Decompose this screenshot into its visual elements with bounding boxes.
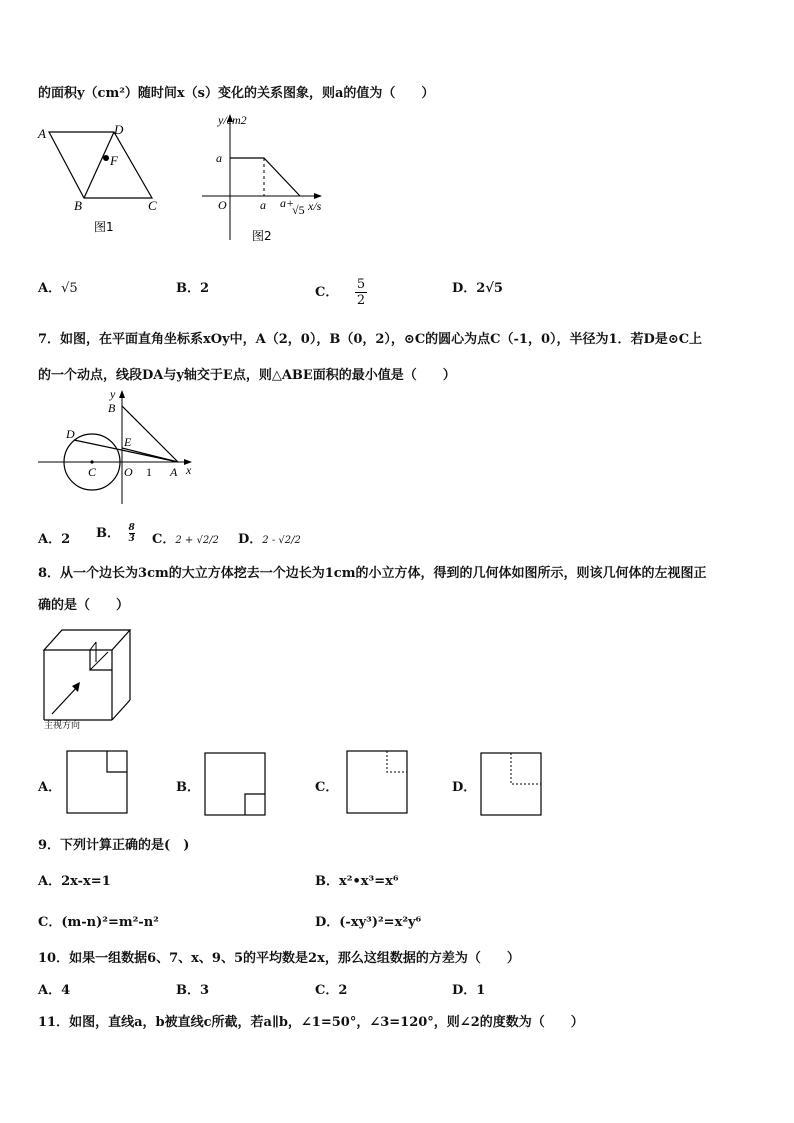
q9-stem: 9．下列计算正确的是( ) <box>38 838 190 853</box>
view-direction-label: 主视方向 <box>44 721 81 731</box>
q8-option-d-view[interactable] <box>480 752 542 816</box>
q7-figure-coordinate <box>34 388 204 508</box>
q7-stem-line1: 7．如图，在平面直角坐标系xOy中，A（2，0），B（0，2），⊙C的圆心为点C（-1，0），半径为1．若D是⊙C上 <box>38 332 703 347</box>
q6-option-d[interactable]: D．2√5 <box>452 281 503 296</box>
label-c: C <box>88 465 97 479</box>
q8-stem-line2: 确的是（ ） <box>38 598 130 613</box>
q7-option-d[interactable]: D．2 - √2/2 <box>238 532 301 547</box>
q8-stem-line1: 8．从一个边长为3cm的大立方体挖去一个边长为1cm的小立方体，得到的几何体如图所示，则该几何体的左视图正 <box>38 566 707 581</box>
label-o: O <box>124 465 133 479</box>
x-axis-label: x/s <box>308 199 322 213</box>
q10-option-b[interactable]: B．3 <box>176 983 210 998</box>
label-a: A <box>170 465 178 479</box>
q6-option-c[interactable]: C． $\frac{5}{2}$ <box>315 277 366 308</box>
q6-figure2-graph <box>196 110 346 250</box>
label-b: B <box>74 198 82 213</box>
label-1: 1 <box>146 465 152 479</box>
origin-label: O <box>218 198 227 212</box>
y-axis-label: y/cm2 <box>218 113 247 127</box>
label-x: x <box>186 463 192 477</box>
q9-option-b[interactable]: B．x²•x³=x⁶ <box>315 874 399 889</box>
figure1-caption: 图1 <box>94 220 114 234</box>
a-y-label: a <box>216 151 222 165</box>
label-d: D <box>114 122 124 137</box>
q8-option-a-view[interactable] <box>66 750 128 814</box>
q10-option-a[interactable]: A．4 <box>38 983 71 998</box>
figure2-caption: 图2 <box>252 229 272 243</box>
q6-figure1-rhombus <box>34 118 170 238</box>
label-b: B <box>108 401 116 415</box>
q8-option-c-view[interactable] <box>346 750 408 814</box>
a-x-label: a <box>260 198 266 212</box>
q7-option-c[interactable]: C．2 + √2/2 <box>152 532 219 547</box>
label-c: C <box>148 198 157 213</box>
q10-option-d[interactable]: D．1 <box>452 983 486 998</box>
sqrt-label: √5 <box>292 203 305 217</box>
q9-option-d[interactable]: D．(-xy³)²=x²y⁶ <box>315 915 422 930</box>
q8-figure-cube <box>34 622 134 732</box>
label-d: D <box>66 427 75 441</box>
q7-stem-line2: 的一个动点，线段DA与y轴交于E点，则△ABE面积的最小值是（ ） <box>38 368 456 383</box>
q9-option-a[interactable]: A．2x-x=1 <box>38 874 111 889</box>
q7-option-a[interactable]: A．2 <box>38 532 71 547</box>
q6-option-a[interactable]: A．√5 <box>38 281 78 296</box>
q7-option-b[interactable]: B． $\frac{8}{3}$ <box>96 523 135 544</box>
q6-option-b[interactable]: B．2 <box>176 281 210 296</box>
label-y: y <box>110 388 116 401</box>
q8-option-c-label[interactable]: C． <box>315 780 339 795</box>
q10-option-c[interactable]: C．2 <box>315 983 348 998</box>
label-e: E <box>124 435 132 449</box>
label-a: A <box>38 126 46 141</box>
q11-stem: 11．如图，直线a，b被直线c所截，若a∥b，∠1=50°，∠3=120°，则∠2的度数为（ ） <box>38 1015 584 1030</box>
q9-option-c[interactable]: C．(m-n)²=m²-n² <box>38 915 159 930</box>
q10-stem: 10．如果一组数据6、7、x、9、5的平均数是2x，那么这组数据的方差为（ ） <box>38 951 520 966</box>
label-f: F <box>110 153 118 168</box>
q6-stem: 的面积y（cm²）随时间x（s）变化的关系图象，则a的值为（ ） <box>38 86 435 101</box>
a-plus-label: a+ <box>280 196 295 210</box>
q8-option-a-label[interactable]: A． <box>38 780 62 795</box>
q8-option-d-label[interactable]: D． <box>452 780 477 795</box>
q8-option-b-label[interactable]: B． <box>176 780 200 795</box>
q8-option-b-view[interactable] <box>204 752 266 816</box>
